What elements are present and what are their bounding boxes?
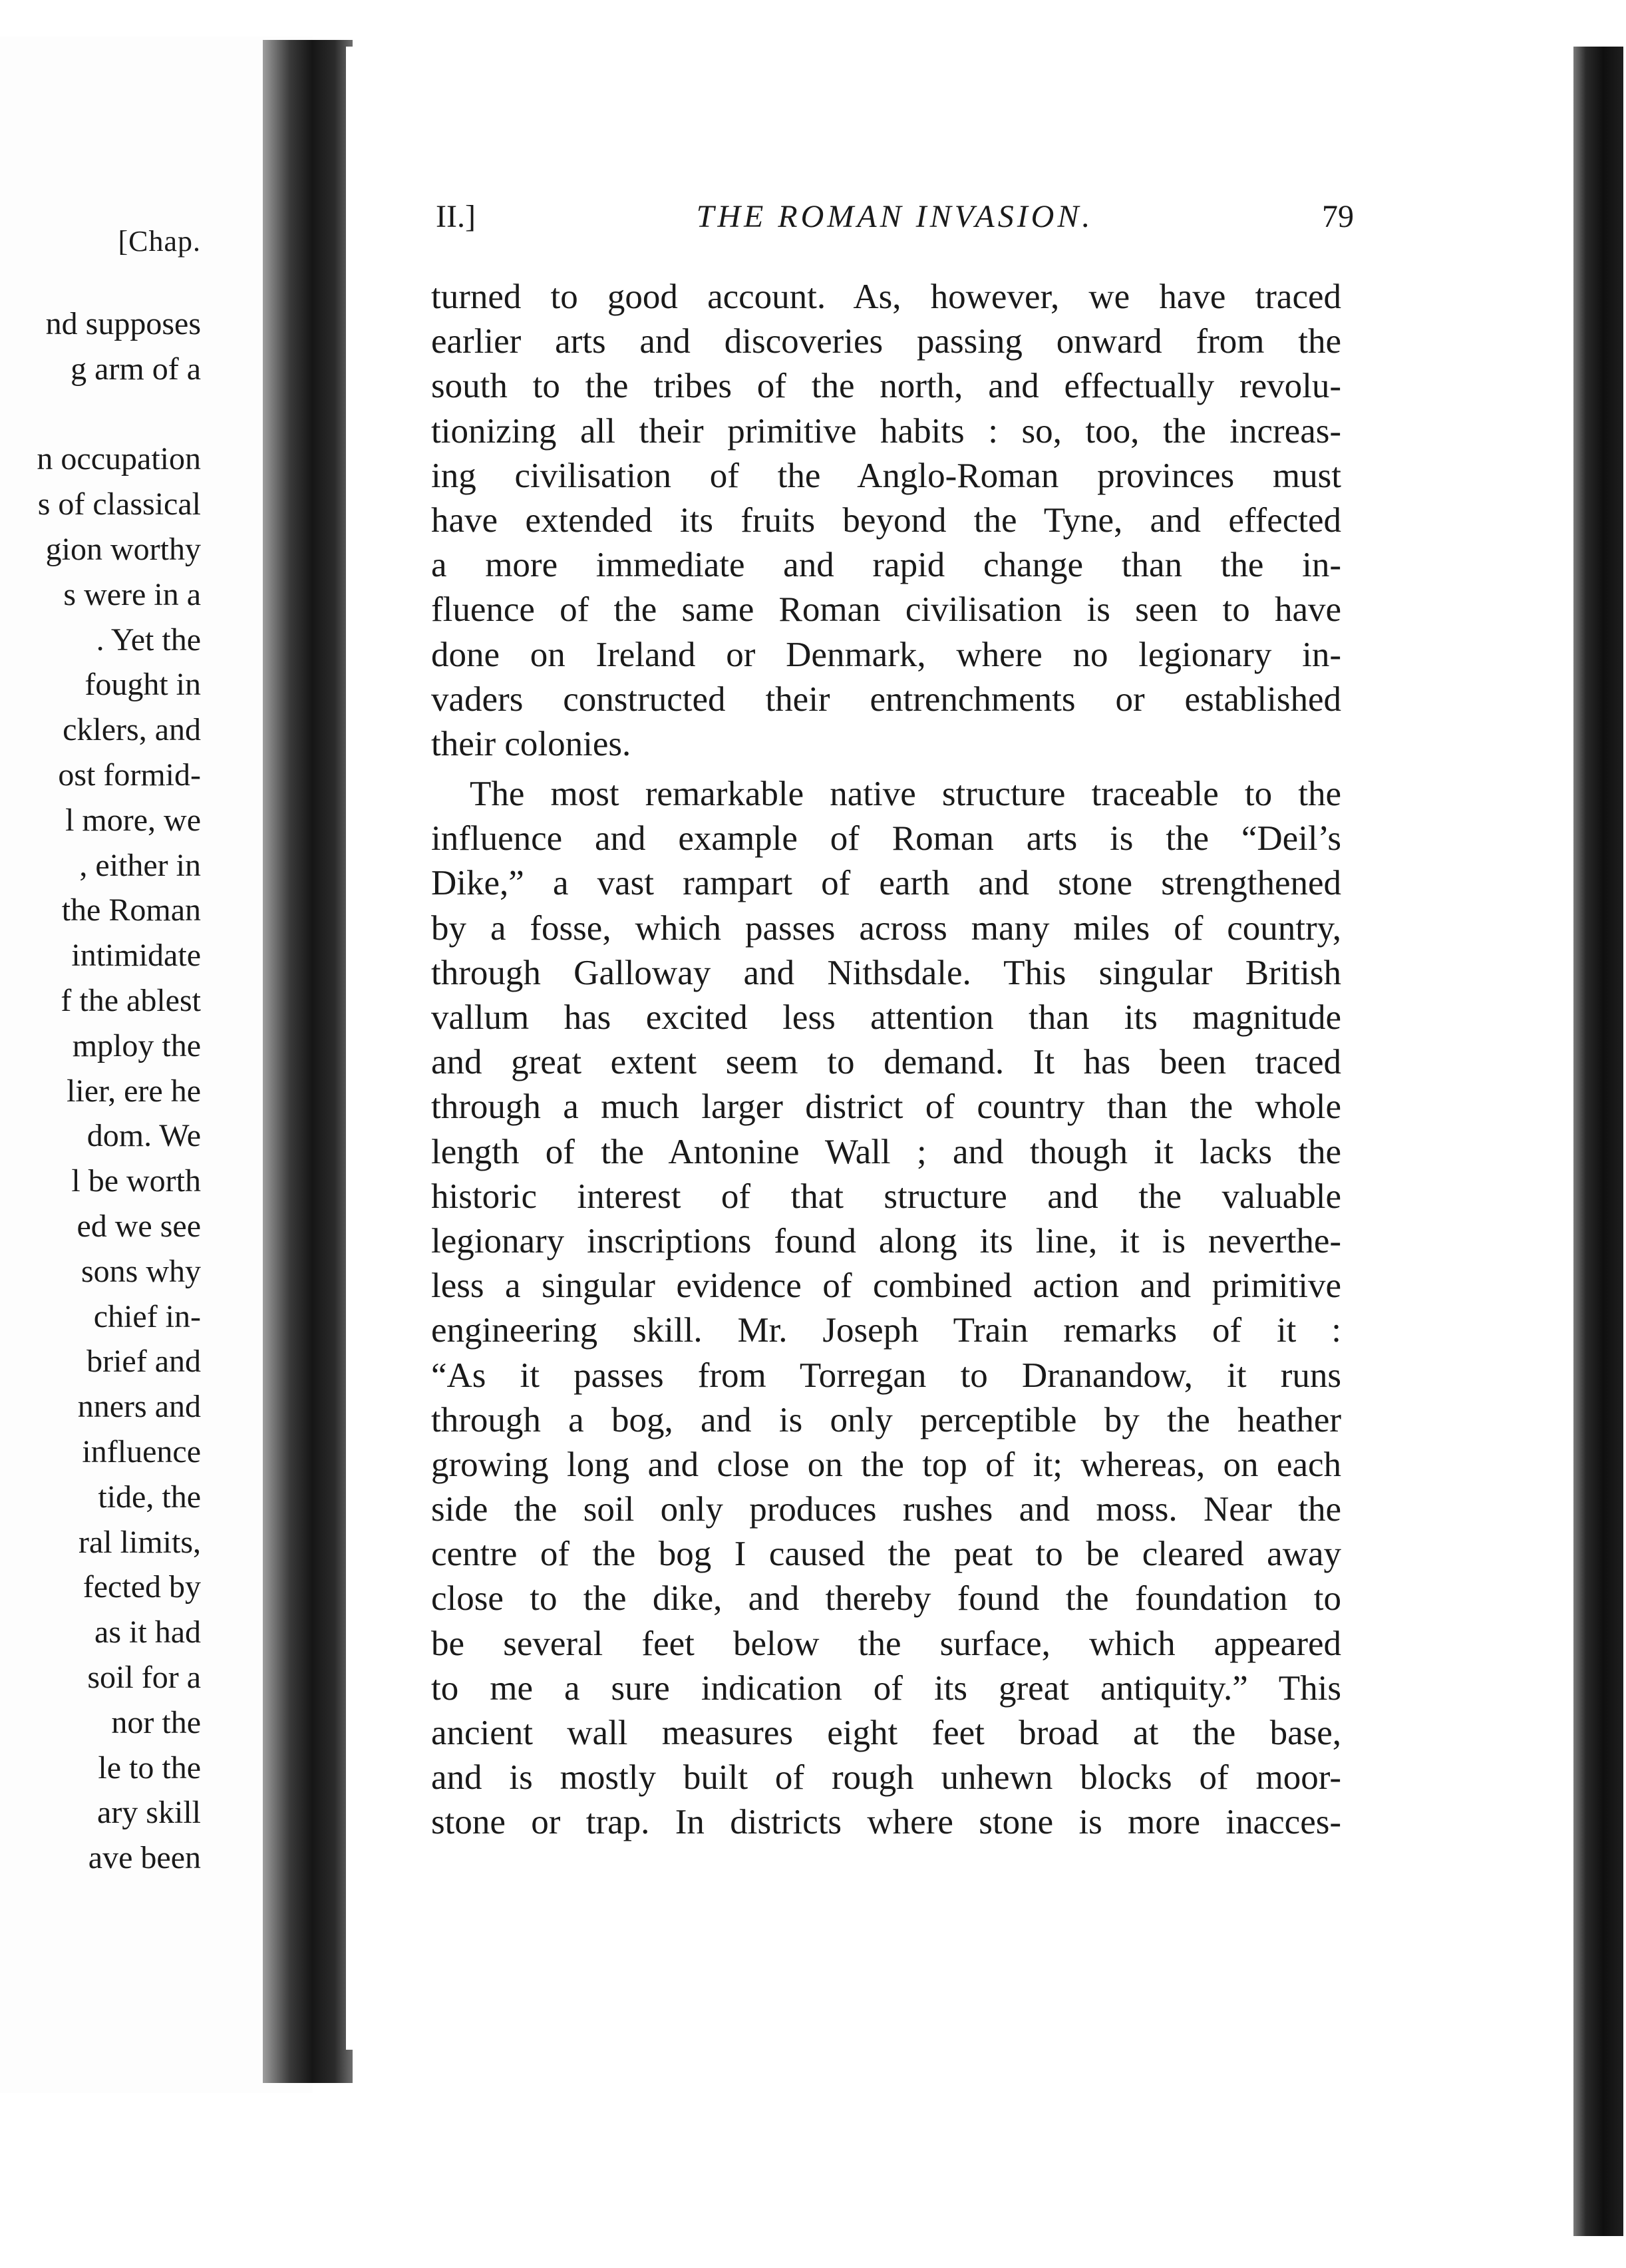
body-text xyxy=(431,275,1341,1845)
text-line: through Galloway and Nithsdale. This singular British xyxy=(431,953,1341,992)
text-line: side the soil only produces rushes and moss. Near the xyxy=(431,1490,1341,1529)
left-text-line: intimidate xyxy=(71,938,201,974)
left-text-line: l more, we xyxy=(65,802,201,838)
left-text-line: chief in- xyxy=(93,1298,201,1334)
text-line: and is mostly built of rough unhewn blocks of moor- xyxy=(431,1758,1341,1797)
text-line: earlier arts and discoveries passing onward from the xyxy=(431,322,1341,361)
text-line: centre of the bog I caused the peat to be cleared away xyxy=(431,1535,1341,1574)
left-text-line: nd supposes xyxy=(45,306,201,341)
running-title: THE ROMAN INVASION. xyxy=(696,199,1094,234)
text-line: be several feet below the surface, which appeared xyxy=(431,1624,1341,1663)
left-text-line: n occupation xyxy=(37,441,201,477)
text-line: to me a sure indication of its great antiquity.” This xyxy=(431,1668,1341,1708)
left-text-line: sons why xyxy=(81,1253,201,1289)
left-text-line: fected by xyxy=(82,1569,201,1605)
left-text-line: ave been xyxy=(88,1840,201,1876)
text-line: historic interest of that structure and the valuable xyxy=(431,1177,1341,1216)
text-line: a more immediate and rapid change than the in- xyxy=(431,546,1341,585)
left-text-line: tide, the xyxy=(98,1479,201,1515)
text-line: through a bog, and is only perceptible by the heather xyxy=(431,1400,1341,1439)
left-text-line: ary skill xyxy=(97,1795,201,1831)
running-header xyxy=(436,198,1354,245)
left-text-line: lier, ere he xyxy=(67,1073,201,1109)
text-line: “As it passes from Torregan to Dranandow, it runs xyxy=(431,1356,1341,1395)
text-line: Dike,” a vast rampart of earth and stone strengthened xyxy=(431,864,1341,903)
left-text-line: gion worthy xyxy=(45,531,201,567)
left-text-line: s were in a xyxy=(63,576,201,612)
left-text-line: cklers, and xyxy=(63,712,201,748)
text-line: The most remarkable native structure traceable to the xyxy=(470,775,1341,814)
paragraph xyxy=(431,772,1341,1845)
left-text-line: s of classical xyxy=(37,486,201,522)
left-text-line: dom. We xyxy=(86,1118,201,1154)
left-text-line: brief and xyxy=(86,1344,201,1380)
left-text-line: as it had xyxy=(94,1614,201,1650)
left-text-line: fought in xyxy=(84,667,201,703)
text-line: turned to good account. As, however, we have traced xyxy=(431,278,1341,316)
left-text-line: mploy the xyxy=(72,1028,201,1063)
left-text-line: the Roman xyxy=(61,892,201,928)
left-page-text xyxy=(0,301,201,1881)
text-line: engineering skill. Mr. Joseph Train remarks of it : xyxy=(431,1311,1341,1350)
text-line: have extended its fruits beyond the Tyne, and effected xyxy=(431,500,1341,540)
left-text-line: , either in xyxy=(79,847,201,883)
text-line: ing civilisation of the Anglo-Roman provinces must xyxy=(431,456,1341,495)
left-text-line: nners and xyxy=(77,1389,201,1425)
left-text-line: nor the xyxy=(111,1704,201,1740)
text-line: and great extent seem to demand. It has been traced xyxy=(431,1043,1341,1082)
left-text-line xyxy=(0,392,201,437)
book-gutter xyxy=(263,40,353,2083)
text-line: fluence of the same Roman civilisation is seen to have xyxy=(431,590,1341,630)
left-text-line: g arm of a xyxy=(71,351,201,387)
chapter-marker: II.] xyxy=(436,199,476,234)
left-text-line: . Yet the xyxy=(96,622,201,658)
text-line: growing long and close on the top of it; whereas, on each xyxy=(431,1445,1341,1484)
text-line: south to the tribes of the north, and effectually revolu- xyxy=(431,367,1341,406)
text-line: tionizing all their primitive habits : so, too, the increas- xyxy=(431,411,1341,451)
left-text-line: f the ablest xyxy=(61,982,201,1018)
text-line: done on Ireland or Denmark, where no legionary in- xyxy=(431,635,1341,674)
left-text-line: le to the xyxy=(98,1750,201,1786)
paragraph xyxy=(431,275,1341,767)
text-line: through a much larger district of country than the whole xyxy=(431,1087,1341,1127)
left-text-line: ost formid- xyxy=(58,757,201,793)
text-line: legionary inscriptions found along its line, it is neverthe- xyxy=(431,1221,1341,1260)
text-line: close to the dike, and thereby found the foundation to xyxy=(431,1579,1341,1618)
text-line: less a singular evidence of combined action and primitive xyxy=(431,1266,1341,1306)
page-edge-shadow xyxy=(1573,47,1623,2236)
left-text-line: soil for a xyxy=(87,1659,201,1695)
left-text-line: ed we see xyxy=(77,1208,201,1244)
left-text-line: l be worth xyxy=(71,1163,201,1199)
text-line: vallum has excited less attention than its magnitude xyxy=(431,998,1341,1037)
left-text-line: influence xyxy=(82,1433,201,1469)
text-line: vaders constructed their entrenchments or established xyxy=(431,679,1341,719)
text-line: ancient wall measures eight feet broad at the base, xyxy=(431,1714,1341,1752)
text-line: their colonies. xyxy=(431,724,631,763)
page-number: 79 xyxy=(1322,199,1354,234)
text-line: length of the Antonine Wall ; and though it lacks the xyxy=(431,1132,1341,1171)
text-line: influence and example of Roman arts is the “Deil’s xyxy=(431,819,1341,858)
left-text-line: ral limits, xyxy=(79,1524,201,1560)
text-line: by a fosse, which passes across many miles of country, xyxy=(431,908,1341,948)
text-line: stone or trap. In districts where stone is more inacces- xyxy=(431,1803,1341,1842)
left-running-header: [Chap. xyxy=(118,225,201,258)
